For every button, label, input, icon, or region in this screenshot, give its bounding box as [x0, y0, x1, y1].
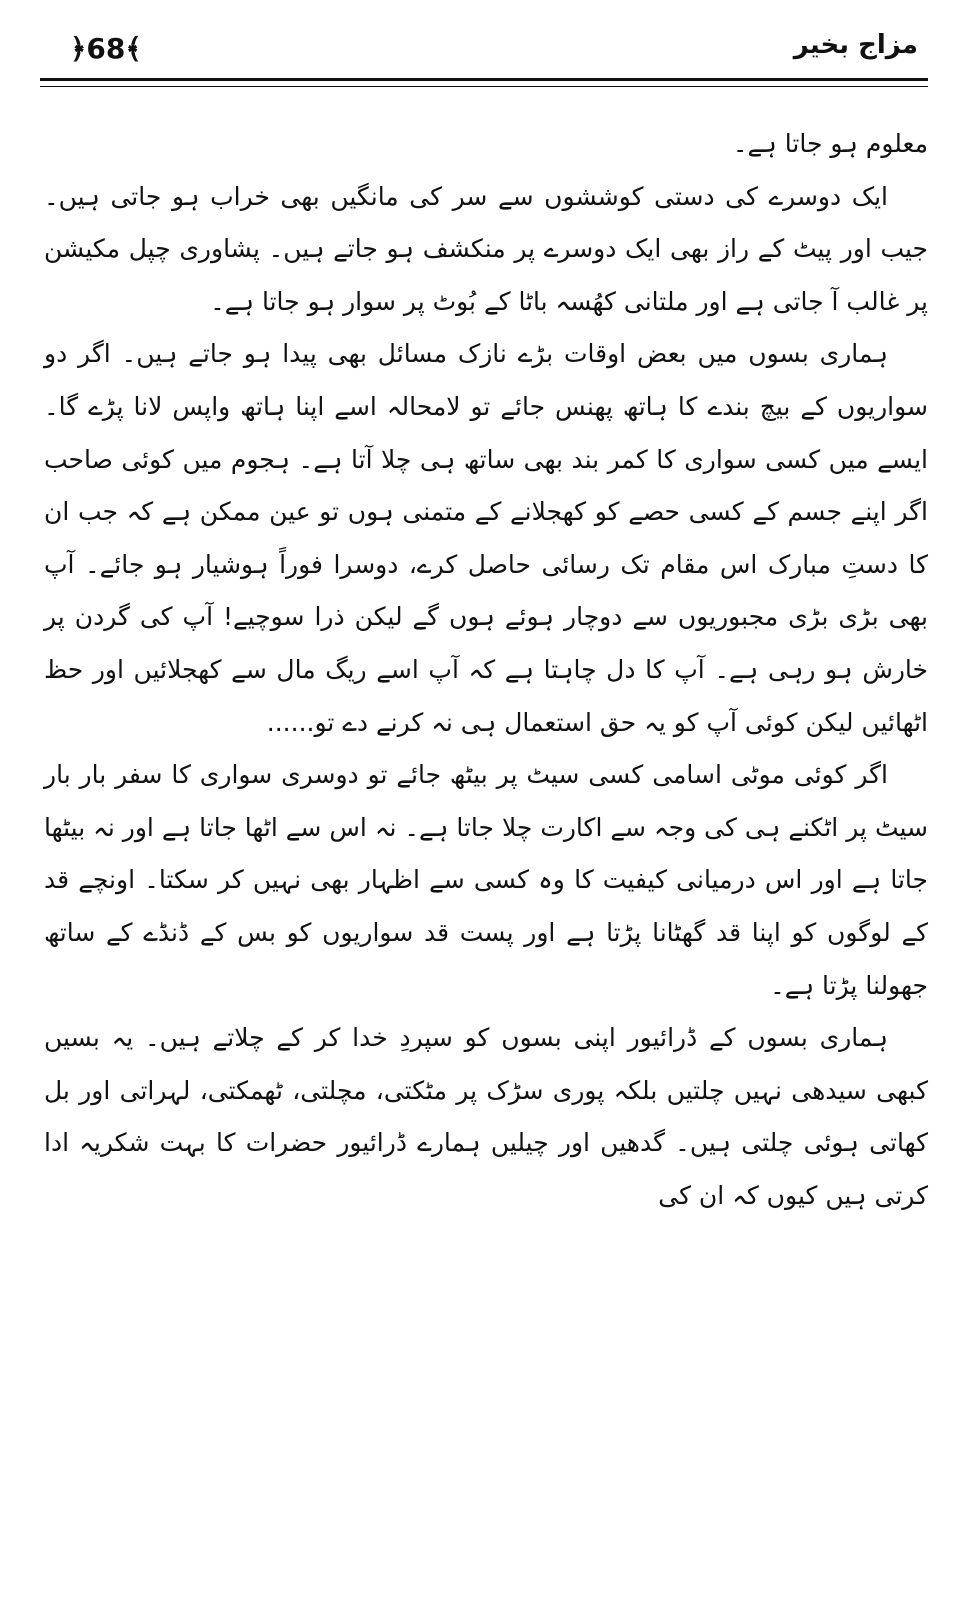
paragraph: ہماری بسوں میں بعض اوقات بڑے نازک مسائل بھی پیدا ہو جاتے ہیں۔ اگر دو سواریوں کے بیچ بندے کا ہاتھ پھنس جائے تو لامحالہ اسے اپنا ہاتھ واپس لانا پڑے گا۔ ایسے میں کسی سواری کا کمر بند بھی ساتھ ہی چلا آتا ہے۔ ہجوم میں کوئی صاحب اگر اپنے جسم کے کسی حصے کو کھجلانے کے متمنی ہوں تو عین ممکن ہے کہ جب ان کا دستِ مبارک اس مقام تک رسائی حاصل کرے، دوسرا فوراً ہوشیار ہو جائے۔ آپ بھی بڑی بڑی مجبوریوں سے دوچار ہوئے ہوں گے لیکن ذرا سوچیے! آپ کی گردن پر خارش ہو رہی ہے۔ آپ کا دل چاہتا ہے کہ آپ اسے ریگ مال سے کھجلائیں اور حظ اٹھائیں لیکن کوئی آپ کو یہ حق استعمال ہی نہ کرنے دے تو...... [44, 339, 928, 737]
paragraph: اگر کوئی موٹی اسامی کسی سیٹ پر بیٹھ جائے تو دوسری سواری کا سفر بار بار سیٹ پر اٹکنے ہی کی وجہ سے اکارت چلا جاتا ہے۔ نہ اس سے اٹھا جاتا ہے اور نہ بیٹھا جاتا ہے اور اس درمیانی کیفیت کا وہ کسی سے اظہار بھی نہیں کر سکتا۔ اونچے قد کے لوگوں کو اپنا قد گھٹانا پڑتا ہے اور پست قد سواریوں کو بس کے ڈنڈے کے ساتھ جھولنا پڑتا ہے۔ [44, 760, 928, 1000]
page-number: ﴿68﴾ [70, 32, 142, 65]
paragraph: ہماری بسوں کے ڈرائیور اپنی بسوں کو سپردِ خدا کر کے چلاتے ہیں۔ یہ بسیں کبھی سیدھی نہیں چلتیں بلکہ پوری سڑک پر مٹکتی، مچلتی، ٹھمکتی، لہراتی اور بل کھاتی ہوئی چلتی ہیں۔ گدھیں اور چیلیں ہمارے ڈرائیور حضرات کا بہت شکریہ ادا کرتی ہیں کیوں کہ ان کی [44, 1023, 928, 1210]
page-body [44, 118, 928, 1222]
paragraph: ایک دوسرے کی دستی کوششوں سے سر کی مانگیں بھی خراب ہو جاتی ہیں۔ جیب اور پیٹ کے راز بھی ایک دوسرے پر منکشف ہو جاتے ہیں۔ پشاوری چپل مکیشن پر غالب آ جاتی ہے اور ملتانی کھُسہ باٹا کے بُوٹ پر سوار ہو جاتا ہے۔ [44, 181, 928, 316]
header-rule-thick [40, 78, 928, 81]
header-rule-thin [40, 86, 928, 87]
paragraph: معلوم ہو جاتا ہے۔ [732, 129, 928, 158]
running-title: مزاج بخیر [793, 30, 918, 60]
page-header [70, 28, 918, 72]
